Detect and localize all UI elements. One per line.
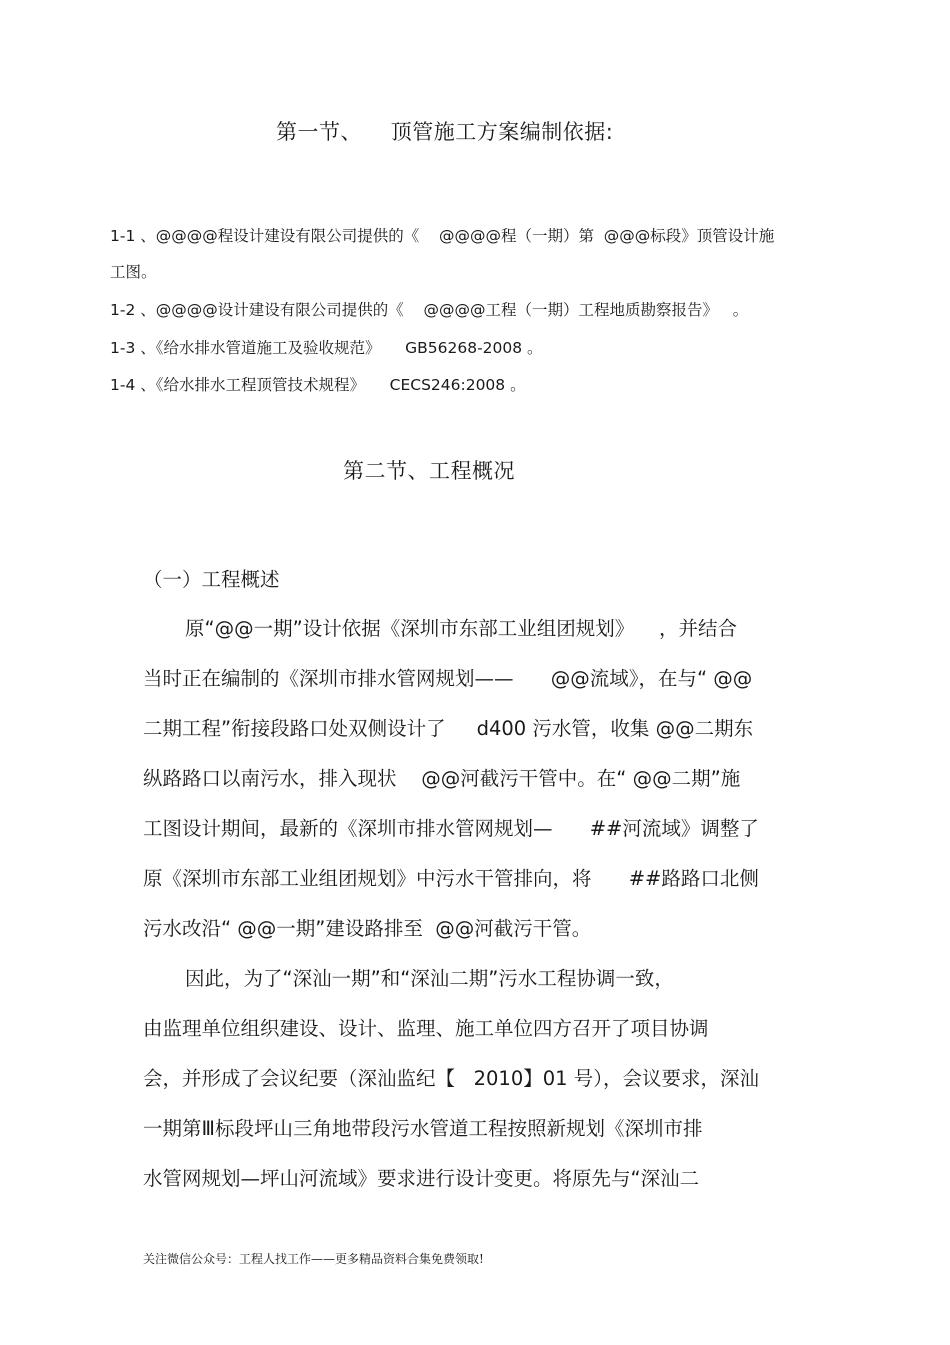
body-line: 纵路路口以南污水，排入现状 @@河截污干管中。在“ @@二期”施: [143, 767, 741, 790]
subsection-title: （一）工程概述: [143, 568, 280, 591]
body-line: 由监理单位组织建设、设计、监理、施工单位四方召开了项目协调: [143, 1017, 709, 1040]
body-line: 水管网规划—坪山河流域》要求进行设计变更。将原先与“深汕二: [143, 1167, 700, 1190]
body-line: 二期工程”衔接段路口处双侧设计了 d400 污水管，收集 @@二期东: [143, 717, 754, 740]
body-line: 原《深圳市东部工业组团规划》中污水干管排向，将 ##路路口北侧: [143, 867, 759, 890]
reference-item: 1-4 、《给水排水工程顶管技术规程》 CECS246:2008 。: [110, 376, 526, 394]
footer-note: 关注微信公众号：工程人找工作——更多精品资料合集免费领取!: [143, 1252, 484, 1266]
body-line: 当时正在编制的《深圳市排水管网规划—— @@流域》，在与“ @@: [143, 667, 753, 690]
body-line: 原“@@一期”设计依据《深圳市东部工业组团规划》 ，并结合: [185, 617, 737, 640]
body-line: 会，并形成了会议纪要（深汕监纪【 2010】01 号），会议要求，深汕: [143, 1067, 759, 1090]
reference-item: 1-3 、《给水排水管道施工及验收规范》 GB56268-2008 。: [110, 339, 543, 357]
body-line: 一期第Ⅲ标段坪山三角地带段污水管道工程按照新规划《深圳市排: [143, 1117, 703, 1140]
body-line: 工图设计期间，最新的《深圳市排水管网规划— ##河流域》调整了: [143, 817, 759, 840]
section1-title: 第一节、 顶管施工方案编制依据:: [276, 120, 614, 144]
body-line: 因此，为了“深汕一期”和“深汕二期”污水工程协调一致，: [185, 967, 674, 990]
section2-title: 第二节、工程概况: [343, 459, 515, 483]
reference-item-continuation: 工图。: [110, 263, 157, 281]
reference-item: 1-1 、@@@@程设计建设有限公司提供的《 @@@@程（一期）第 @@@标段》顶管设计施: [110, 227, 775, 245]
reference-item: 1-2 、@@@@设计建设有限公司提供的《 @@@@工程（一期）工程地质勘察报告》 。: [110, 301, 749, 319]
body-line: 污水改沿“ @@一期”建设路排至 @@河截污干管。: [143, 917, 592, 940]
